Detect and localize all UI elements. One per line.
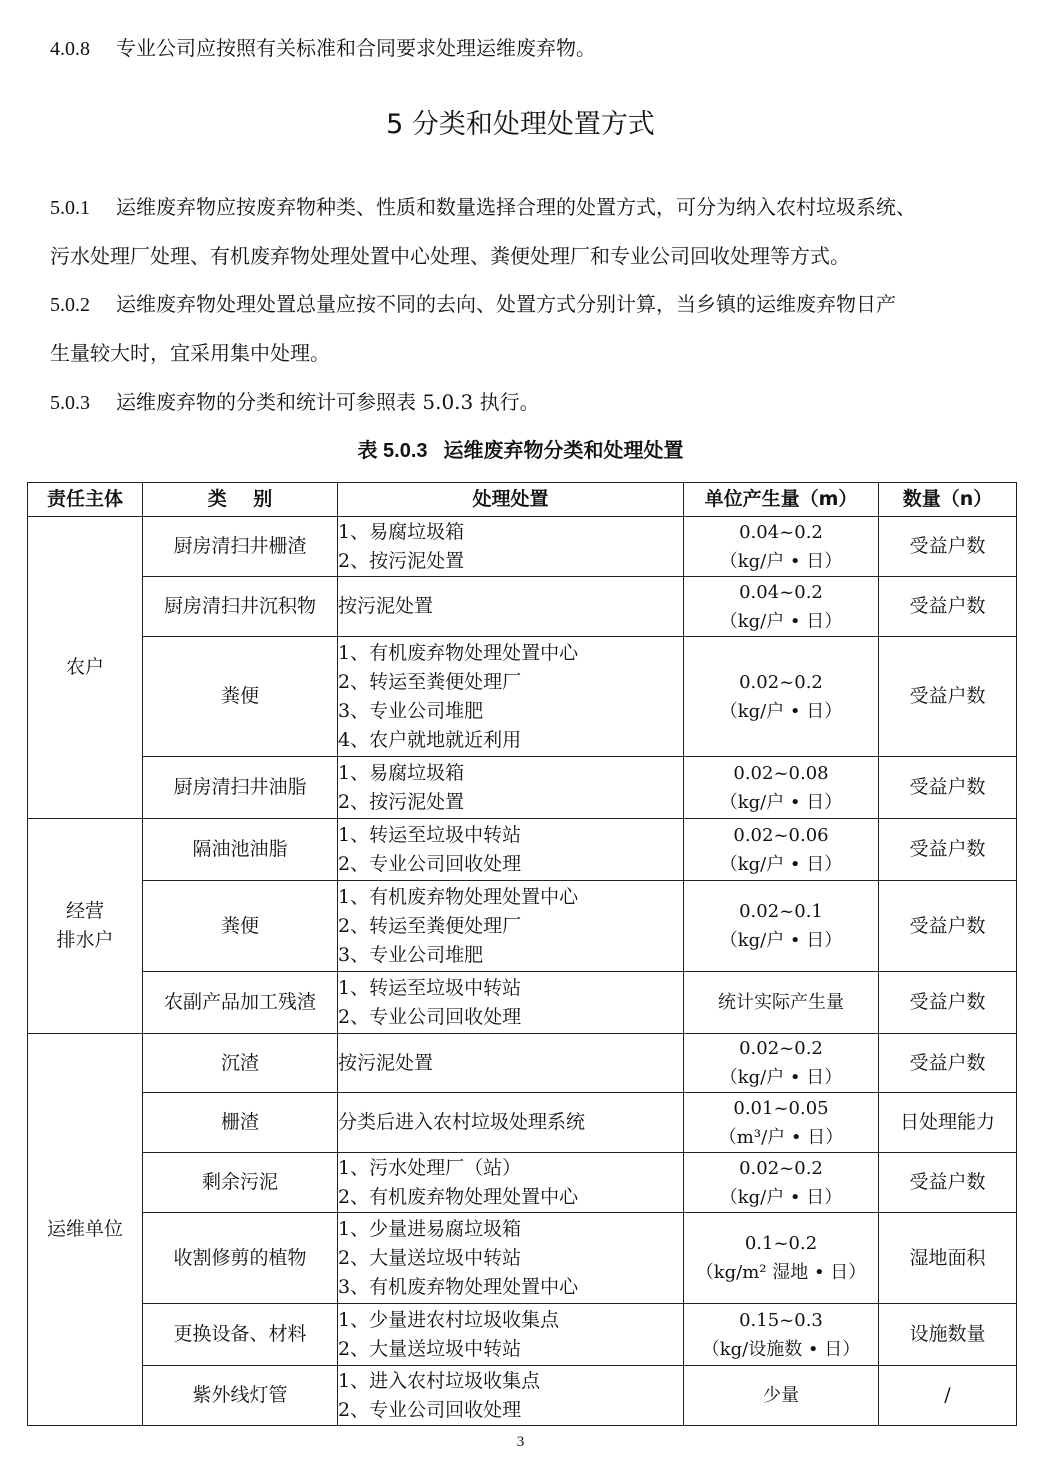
process-cell: 1、转运至垃圾中转站 2、专业公司回收处理 — [338, 972, 684, 1034]
count-cell: 受益户数 — [879, 1034, 1017, 1093]
section-heading: 5 分类和处理处置方式 — [386, 109, 655, 140]
amount-cell: 0.01~0.05 （m³/户 • 日） — [684, 1093, 879, 1153]
amount-cell: 0.02~0.2 （kg/户 • 日） — [684, 637, 879, 757]
count-cell: 受益户数 — [879, 1153, 1017, 1213]
table-caption — [0, 433, 1041, 468]
amount-cell: 0.02~0.08 （kg/户 • 日） — [684, 757, 879, 819]
clause-number: 5.0.3 — [50, 392, 90, 414]
page-number: 3 — [516, 1434, 525, 1450]
table-row — [28, 1213, 1017, 1304]
clause-5-0-1-continued: 污水处理厂处理、有机废弃物处理处置中心处理、粪便处理厂和专业公司回收处理等方式。 — [50, 244, 850, 268]
category-cell: 厨房清扫井油脂 — [143, 757, 338, 819]
category-cell: 厨房清扫井沉积物 — [143, 577, 338, 637]
count-cell: / — [879, 1366, 1017, 1426]
table-row — [28, 1153, 1017, 1213]
process-cell: 1、易腐垃圾箱 2、按污泥处置 — [338, 517, 684, 577]
category-cell: 收割修剪的植物 — [143, 1213, 338, 1304]
clause-4-0-8 — [50, 24, 1000, 74]
count-cell: 受益户数 — [879, 972, 1017, 1034]
table-caption-title: 运维废弃物分类和处理处置 — [443, 438, 684, 462]
header-process: 处理处置 — [338, 483, 684, 517]
table-row — [28, 819, 1017, 881]
header-quantity: 数量（n） — [879, 483, 1017, 517]
amount-cell: 0.02~0.06 （kg/户 • 日） — [684, 819, 879, 881]
category-cell: 厨房清扫井栅渣 — [143, 517, 338, 577]
header-category: 类 别 — [143, 483, 338, 517]
table-row — [28, 972, 1017, 1034]
count-cell: 湿地面积 — [879, 1213, 1017, 1304]
category-cell: 更换设备、材料 — [143, 1304, 338, 1366]
amount-cell: 0.04~0.2 （kg/户 • 日） — [684, 577, 879, 637]
amount-cell: 少量 — [684, 1366, 879, 1426]
process-cell: 1、进入农村垃圾收集点 2、专业公司回收处理 — [338, 1366, 684, 1426]
count-cell: 受益户数 — [879, 881, 1017, 972]
count-cell: 设施数量 — [879, 1304, 1017, 1366]
amount-cell: 0.02~0.2 （kg/户 • 日） — [684, 1153, 879, 1213]
process-cell: 1、有机废弃物处理处置中心 2、转运至粪便处理厂 3、专业公司堆肥 4、农户就地就近利用 — [338, 637, 684, 757]
table-row — [28, 1304, 1017, 1366]
clause-5-0-3 — [50, 378, 1000, 428]
owner-cell: 经营 排水户 — [28, 819, 143, 1034]
category-cell: 栅渣 — [143, 1093, 338, 1153]
clause-number: 5.0.2 — [50, 294, 90, 316]
clause-5-0-2-continued: 生量较大时，宜采用集中处理。 — [50, 341, 330, 365]
table-row — [28, 1366, 1017, 1426]
category-cell: 农副产品加工残渣 — [143, 972, 338, 1034]
clause-text: 专业公司应按照有关标准和合同要求处理运维废弃物。 — [116, 36, 596, 60]
amount-cell: 0.15~0.3 （kg/设施数 • 日） — [684, 1304, 879, 1366]
clause-text: 运维废弃物的分类和统计可参照表 5.0.3 执行。 — [116, 390, 540, 414]
table-row — [28, 1034, 1017, 1093]
table-row — [28, 517, 1017, 577]
owner-cell: 农户 — [28, 517, 143, 819]
clause-number: 5.0.1 — [50, 197, 90, 219]
process-cell: 1、转运至垃圾中转站 2、专业公司回收处理 — [338, 819, 684, 881]
table-caption-number: 表 5.0.3 — [357, 440, 428, 462]
category-cell: 沉渣 — [143, 1034, 338, 1093]
clause-5-0-1 — [50, 183, 1000, 233]
count-cell: 受益户数 — [879, 637, 1017, 757]
count-cell: 受益户数 — [879, 819, 1017, 881]
header-owner: 责任主体 — [28, 483, 143, 517]
table-row — [28, 757, 1017, 819]
table-row — [28, 1093, 1017, 1153]
process-cell: 1、污水处理厂（站） 2、有机废弃物处理处置中心 — [338, 1153, 684, 1213]
process-cell: 分类后进入农村垃圾处理系统 — [338, 1093, 684, 1153]
table-row — [28, 637, 1017, 757]
category-cell: 紫外线灯管 — [143, 1366, 338, 1426]
category-cell: 粪便 — [143, 637, 338, 757]
process-cell: 1、有机废弃物处理处置中心 2、转运至粪便处理厂 3、专业公司堆肥 — [338, 881, 684, 972]
clause-number: 4.0.8 — [50, 38, 90, 60]
count-cell: 受益户数 — [879, 517, 1017, 577]
amount-cell: 0.1~0.2 （kg/m² 湿地 • 日） — [684, 1213, 879, 1304]
category-cell: 粪便 — [143, 881, 338, 972]
clause-text: 运维废弃物应按废弃物种类、性质和数量选择合理的处置方式，可分为纳入农村垃圾系统、 — [116, 195, 916, 219]
category-cell: 隔油池油脂 — [143, 819, 338, 881]
table-header-row — [28, 483, 1017, 517]
header-unit-amount: 单位产生量（m） — [684, 483, 879, 517]
amount-cell: 统计实际产生量 — [684, 972, 879, 1034]
clause-5-0-2 — [50, 280, 1000, 330]
process-cell: 1、少量进农村垃圾收集点 2、大量送垃圾中转站 — [338, 1304, 684, 1366]
table-row — [28, 881, 1017, 972]
process-cell: 1、少量进易腐垃圾箱 2、大量送垃圾中转站 3、有机废弃物处理处置中心 — [338, 1213, 684, 1304]
count-cell: 日处理能力 — [879, 1093, 1017, 1153]
process-cell: 按污泥处置 — [338, 1034, 684, 1093]
amount-cell: 0.04~0.2 （kg/户 • 日） — [684, 517, 879, 577]
process-cell: 1、易腐垃圾箱 2、按污泥处置 — [338, 757, 684, 819]
count-cell: 受益户数 — [879, 757, 1017, 819]
amount-cell: 0.02~0.1 （kg/户 • 日） — [684, 881, 879, 972]
clause-text: 运维废弃物处理处置总量应按不同的去向、处置方式分别计算，当乡镇的运维废弃物日产 — [116, 292, 896, 316]
amount-cell: 0.02~0.2 （kg/户 • 日） — [684, 1034, 879, 1093]
count-cell: 受益户数 — [879, 577, 1017, 637]
owner-cell: 运维单位 — [28, 1034, 143, 1426]
process-cell: 按污泥处置 — [338, 577, 684, 637]
waste-classification-table — [27, 482, 1017, 1426]
table-row — [28, 577, 1017, 637]
category-cell: 剩余污泥 — [143, 1153, 338, 1213]
